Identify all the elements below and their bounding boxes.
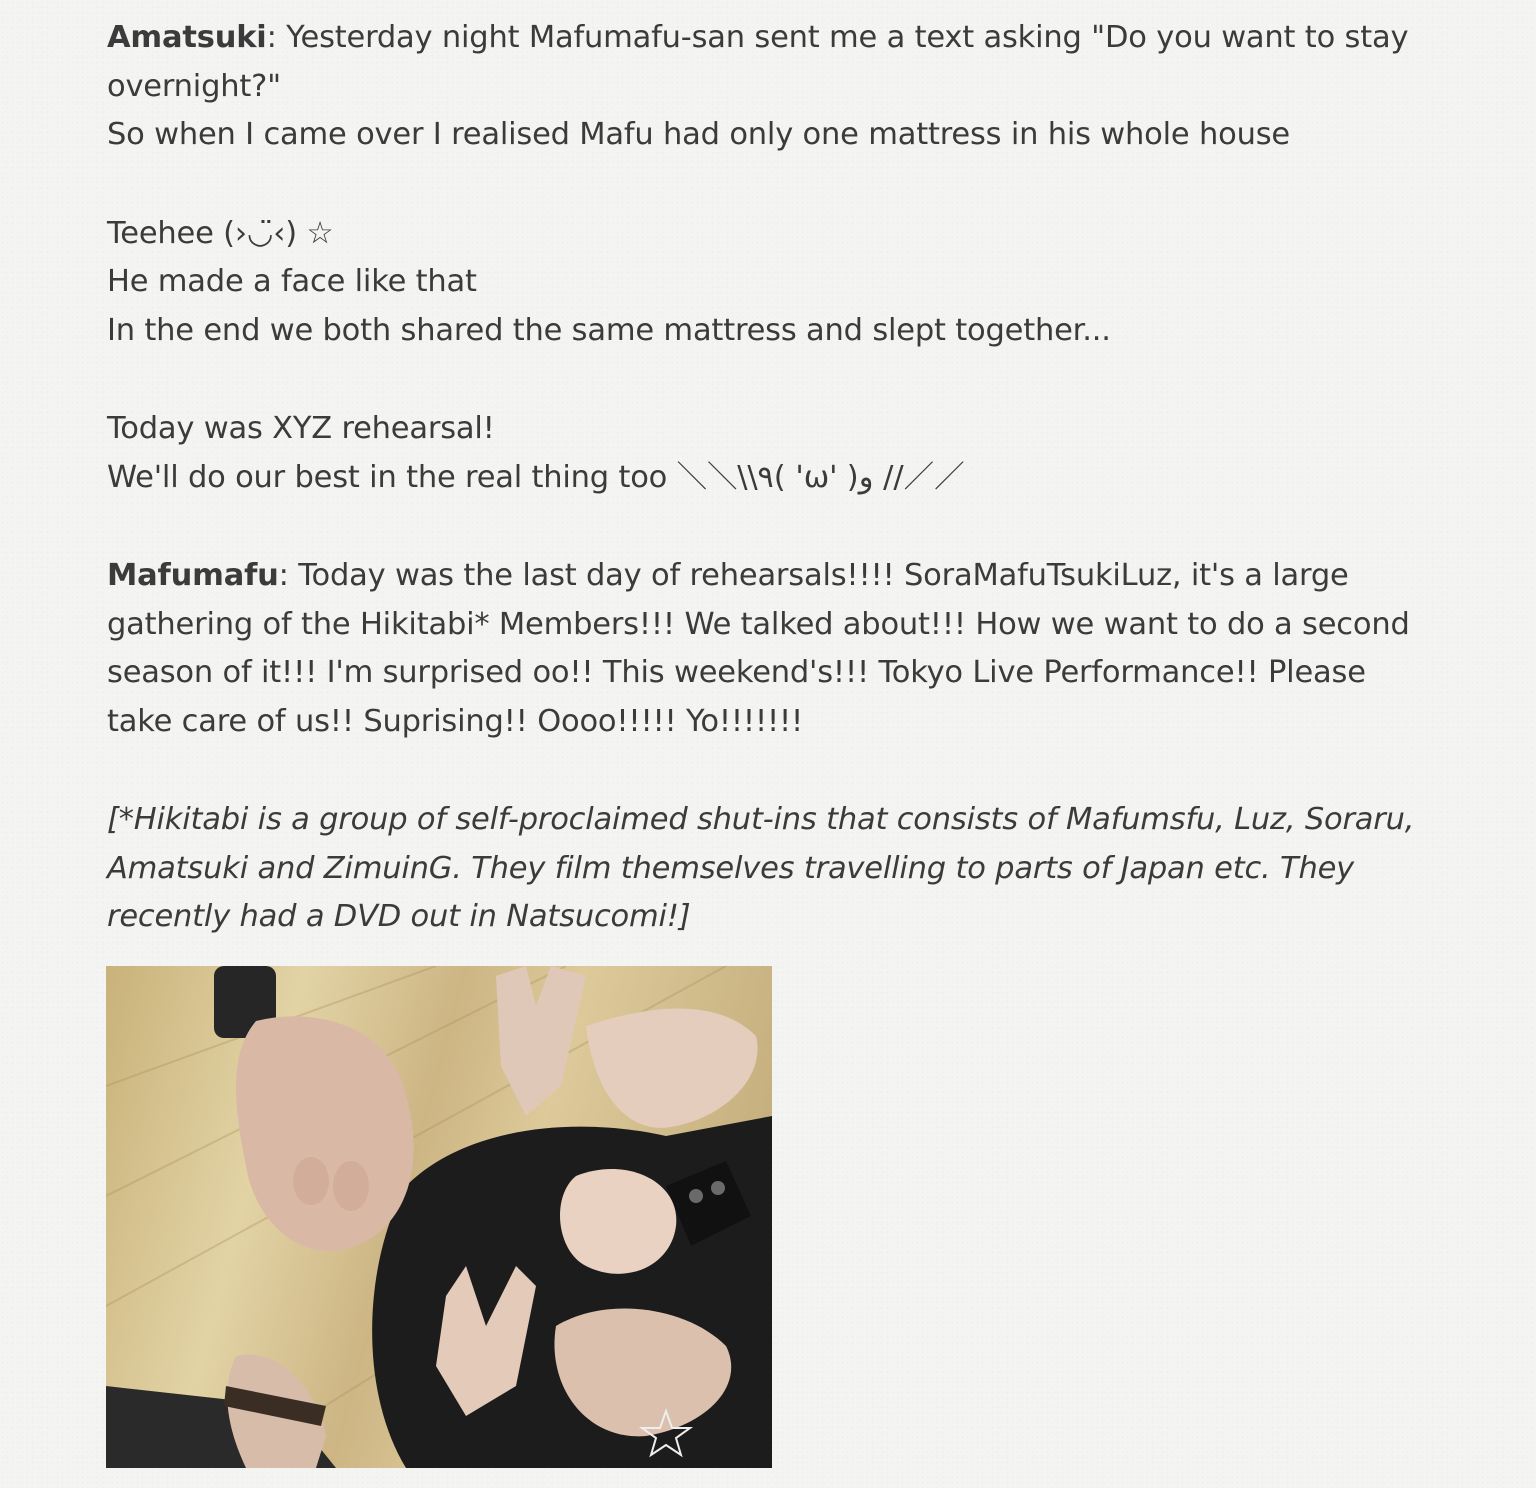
amatsuki-rehearsal-line: Today was XYZ rehearsal!: [107, 411, 495, 446]
speaker-amatsuki: Amatsuki: [107, 20, 267, 55]
mafumafu-entry: [107, 552, 1437, 746]
paragraph-gap: [107, 355, 1437, 405]
paragraph-gap: [107, 746, 1437, 796]
hand-top-left: [236, 1016, 414, 1251]
hand-top-right: [586, 1009, 758, 1128]
bracelet-stud: [711, 1181, 725, 1195]
hands-photo-illustration: [106, 966, 772, 1468]
amatsuki-first-paragraph: [107, 14, 1437, 111]
amatsuki-entry: [107, 14, 1437, 502]
note-body: [107, 14, 1437, 942]
amatsuki-best-line: We'll do our best in the real thing too ＼＼\\٩( 'ω' )و //／／: [107, 459, 965, 495]
amatsuki-line-1: : Yesterday night Mafumafu-san sent me a text asking "Do you want to stay overnight?": [107, 20, 1409, 104]
fist-center-right: [560, 1169, 676, 1274]
finger-top-left: [293, 1157, 329, 1205]
bracelet-stud: [689, 1189, 703, 1203]
amatsuki-mattress-line: In the end we both shared the same mattress and slept together...: [107, 312, 1111, 348]
hand-top-center: [496, 966, 586, 1116]
amatsuki-teehee-line: Teehee (›◡̈‹) ☆: [107, 215, 334, 251]
paragraph-gap: [107, 502, 1437, 552]
hands-photo: [106, 966, 772, 1468]
mafumafu-text: : Today was the last day of rehearsals!!!! SoraMafuTsukiLuz, it's a large gathering of the Hikitabi* Members!!! We talked about!!! How we want to do a second season of it!!! I'm surprised oo!! This weekend's!!! Tokyo Live Performance!! Please take care of us!! Suprising!! Oooo!!!!! Yo!!!!!!!: [107, 558, 1410, 739]
translator-footnote: [*Hikitabi is a group of self-proclaimed shut-ins that consists of Mafumsfu, Luz, Soraru, Amatsuki and ZimuinG. They film themselves travelling to parts of Japan etc. They recently had a DVD out in Natsucomi!]: [107, 802, 1415, 934]
finger-top-left-2: [333, 1161, 369, 1211]
amatsuki-line-2: So when I came over I realised Mafu had only one mattress in his whole house: [107, 117, 1290, 152]
amatsuki-face-line: He made a face like that: [107, 264, 477, 299]
paragraph-gap: [107, 160, 1437, 210]
speaker-mafumafu: Mafumafu: [107, 558, 279, 593]
